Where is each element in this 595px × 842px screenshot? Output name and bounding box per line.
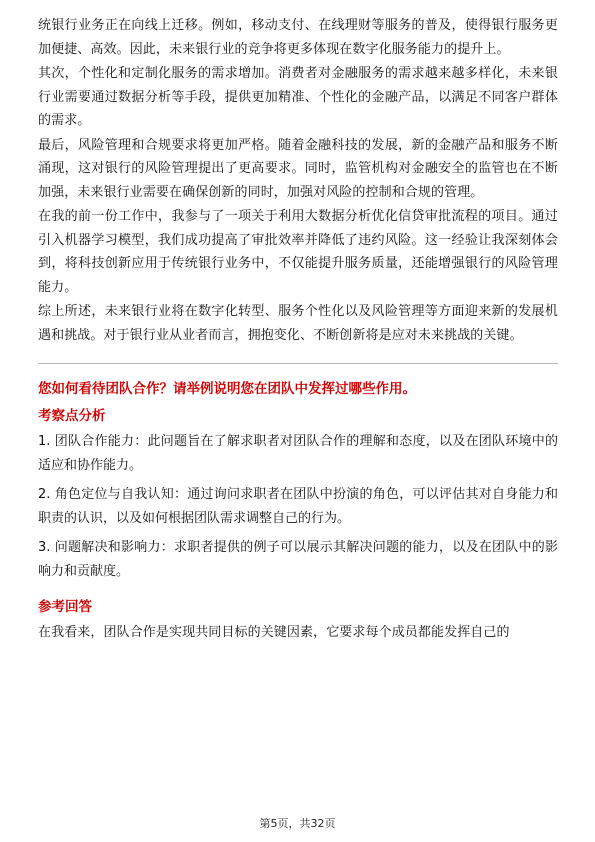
- body-paragraph: 其次，个性化和定制化服务的需求增加。消费者对金融服务的需求越来越多样化，未来银行业需要通过数据分析等手段，提供更加精准、个性化的金融产品，以满足不同客户群体的需求。: [38, 66, 558, 128]
- body-paragraph: 综上所述，未来银行业将在数字化转型、服务个性化以及风险管理等方面迎来新的发展机遇和挑战。对于银行业从业者而言，拥抱变化、不断创新将是应对未来挑战的关键。: [38, 304, 558, 343]
- analysis-heading: 考察点分析: [38, 408, 106, 424]
- body-paragraph: 在我的前一份工作中，我参与了一项关于利用大数据分析优化信贷审批流程的项目。通过引入机器学习模型，我们成功提高了审批效率并降低了违约风险。这一经验让我深刻体会到，将科技创新应用于传统银行业务中，不仅能提升服务质量，还能增强银行的风险管理能力。: [38, 209, 558, 295]
- page-content: [38, 14, 558, 646]
- reference-heading: 参考回答: [38, 599, 92, 615]
- page-footer: 第5页，共32页: [259, 817, 336, 830]
- body-paragraph: 统银行业务正在向线上迁移。例如，移动支付、在线理财等服务的普及，使得银行服务更加便捷、高效。因此，未来银行业的竞争将更多体现在数字化服务能力的提升上。: [38, 18, 558, 57]
- analysis-item: 1. 团队合作能力：此问题旨在了解求职者对团队合作的理解和态度，以及在团队环境中的适应和协作能力。: [38, 434, 558, 473]
- body-paragraph: 最后，风险管理和合规要求将更加严格。随着金融科技的发展，新的金融产品和服务不断涌现，这对银行的风险管理提出了更高要求。同时，监管机构对金融安全的监管也在不断加强，未来银行业需要在确保创新的同时，加强对风险的控制和合规的管理。: [38, 137, 558, 200]
- analysis-item: 3. 问题解决和影响力：求职者提供的例子可以展示其解决问题的能力，以及在团队中的影响力和贡献度。: [38, 540, 558, 579]
- reference-answer: 在我看来，团队合作是实现共同目标的关键因素，它要求每个成员都能发挥自己的: [38, 625, 510, 640]
- interview-question: 您如何看待团队合作？请举例说明您在团队中发挥过哪些作用。: [38, 381, 416, 397]
- analysis-item: 2. 角色定位与自我认知：通过询问求职者在团队中扮演的角色，可以评估其对自身能力和职责的认识，以及如何根据团队需求调整自己的行为。: [38, 487, 558, 526]
- section-divider: [38, 363, 558, 364]
